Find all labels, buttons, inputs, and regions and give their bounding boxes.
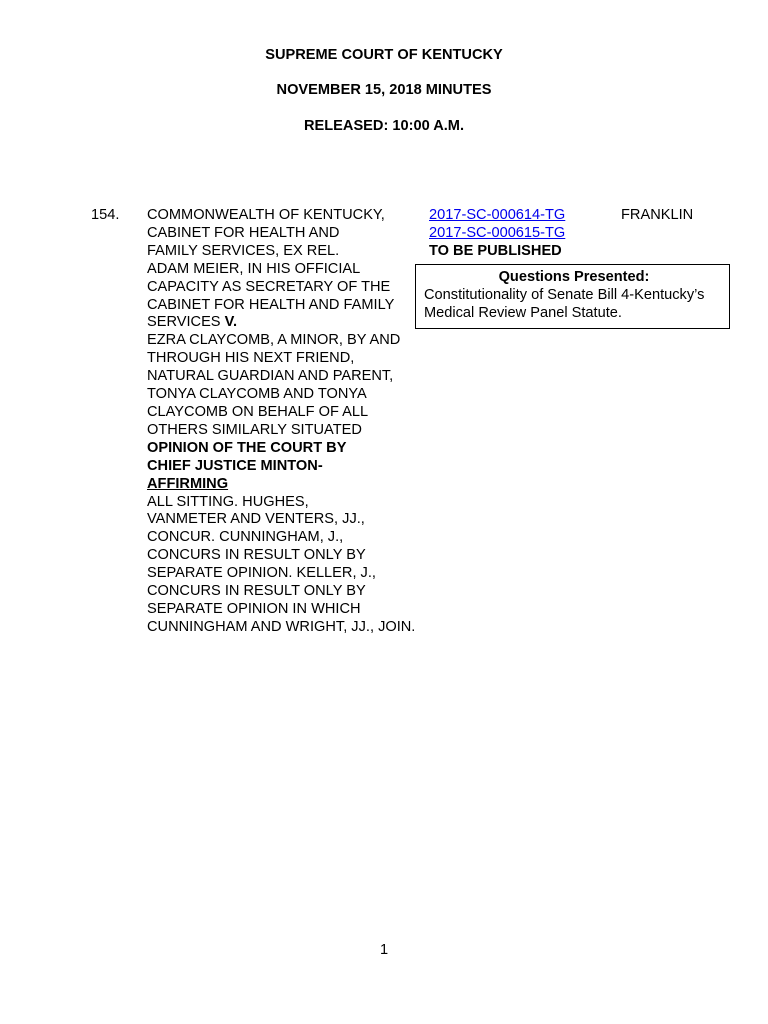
appellee-line: NATURAL GUARDIAN AND PARENT,: [147, 368, 394, 385]
caption-line: COMMONWEALTH OF KENTUCKY,: [147, 207, 385, 223]
page-number: 1: [379, 942, 389, 958]
caption-last-line: SERVICES: [147, 314, 225, 331]
docket-link-615[interactable]: 2017-SC-000615-TG: [429, 224, 566, 241]
sitting-line: SEPARATE OPINION IN WHICH: [147, 600, 361, 617]
sitting-line: VANMETER AND VENTERS, JJ.,: [147, 511, 365, 528]
caption-line: FAMILY SERVICES, EX REL.: [147, 242, 340, 259]
appellee-line: THROUGH HIS NEXT FRIEND,: [147, 350, 355, 367]
questions-presented-title: Questions Presented:: [498, 269, 650, 285]
case-caption: [147, 207, 437, 637]
disposition: AFFIRMING: [147, 475, 229, 492]
caption-line: ADAM MEIER, IN HIS OFFICIAL: [147, 260, 361, 277]
release-time: RELEASED: 10:00 A.M.: [303, 118, 465, 134]
sitting-line: CONCURS IN RESULT ONLY BY: [147, 583, 366, 600]
sitting-line: CUNNINGHAM AND WRIGHT, JJ., JOIN.: [147, 618, 416, 635]
questions-presented-box: [415, 264, 730, 329]
questions-presented-text: Constitutionality of Senate Bill 4-Kentucky’s: [424, 286, 705, 303]
opinion-line: OPINION OF THE COURT BY: [147, 439, 347, 456]
questions-presented-text: Medical Review Panel Statute.: [424, 304, 622, 321]
appellee-line: EZRA CLAYCOMB, A MINOR, BY AND: [147, 332, 401, 349]
minutes-date: NOVEMBER 15, 2018 MINUTES: [276, 82, 492, 98]
appellee-line: TONYA CLAYCOMB AND TONYA: [147, 386, 367, 403]
county-label: FRANKLIN: [621, 207, 694, 223]
sitting-line: ALL SITTING. HUGHES,: [147, 493, 309, 510]
docket-links: [429, 207, 565, 261]
case-number: 154.: [91, 207, 120, 223]
opinion-line: CHIEF JUSTICE MINTON-: [147, 457, 323, 474]
versus-label: V.: [224, 314, 238, 331]
sitting-line: CONCUR. CUNNINGHAM, J.,: [147, 529, 344, 546]
sitting-line: SEPARATE OPINION. KELLER, J.,: [147, 565, 376, 582]
caption-line: CAPACITY AS SECRETARY OF THE: [147, 278, 391, 295]
sitting-line: CONCURS IN RESULT ONLY BY: [147, 547, 366, 564]
appellee-line: OTHERS SIMILARLY SITUATED: [147, 421, 362, 438]
publish-status: TO BE PUBLISHED: [429, 242, 562, 259]
caption-line: CABINET FOR HEALTH AND FAMILY: [147, 296, 395, 313]
caption-line: CABINET FOR HEALTH AND: [147, 224, 340, 241]
caption-line-versus: [147, 314, 437, 332]
court-title: SUPREME COURT OF KENTUCKY: [265, 47, 503, 63]
appellee-line: CLAYCOMB ON BEHALF OF ALL: [147, 403, 369, 420]
docket-link-614[interactable]: 2017-SC-000614-TG: [429, 207, 566, 223]
